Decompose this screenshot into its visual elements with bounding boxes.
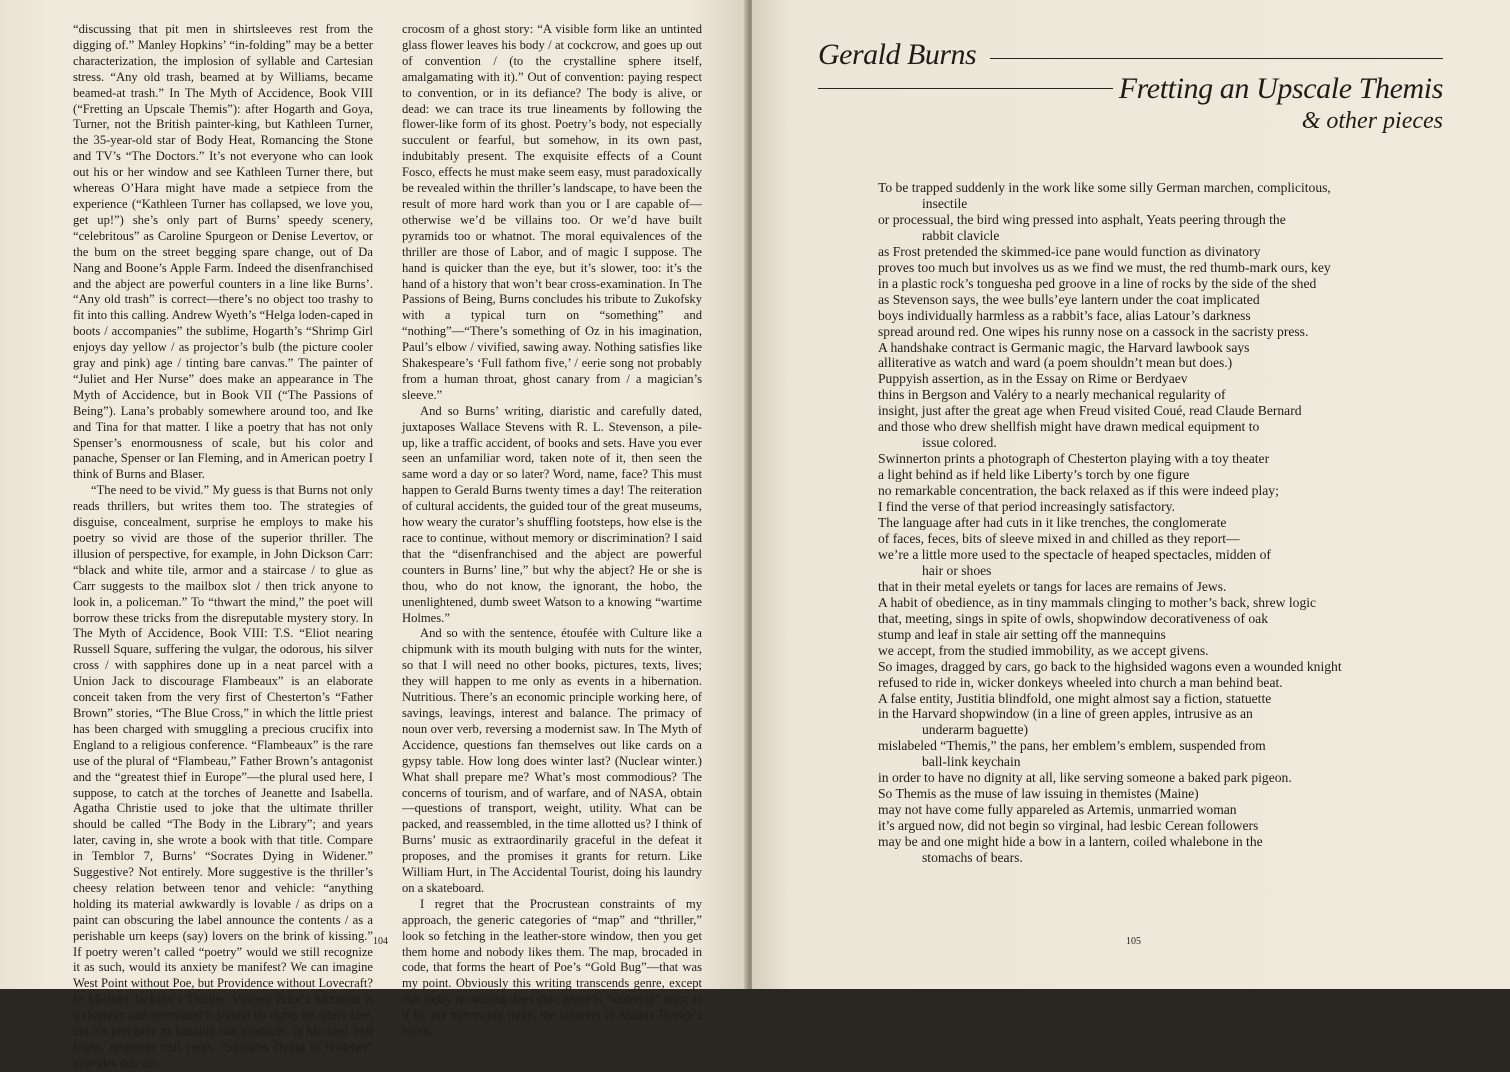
left-column-2 (402, 22, 702, 1040)
poem-line: in order to have no dignity at all, like serving someone a baked park pigeon. (878, 770, 1292, 786)
poem-line: insectile (922, 195, 968, 211)
poem-line: as Stevenson says, the wee bulls’eye lantern under the coat implicated (878, 291, 1260, 307)
right-page (752, 0, 1510, 989)
poem-line: spread around red. One wipes his runny nose on a cassock in the sacristy press. (878, 323, 1309, 339)
poem-line: A false entity, Justitia blindfold, one might almost say a fiction, statuette (878, 690, 1272, 706)
poem-line: hair or shoes (922, 562, 992, 578)
poem-line: To be trapped suddenly in the work like some silly German marchen, complicitous, (878, 180, 1331, 195)
paragraph: And so with the sentence, étoufée with Culture like a chipmunk with its mouth bulging with nuts for the winter, so that I will need no other books, pictures, texts, lives; they will happen to me only as events in a hibernation. Nutritious. There’s an economic principle working here, of savings, leavings, interest and balance. The primacy of noun over verb, reversing a modernist saw. In The Myth of Accidence, questions fan themselves out like cards on a gypsy table. How long does winter last? (Nuclear winter.) What shall prepare me? What’s most commodious? The concerns of tourism, and of warfare, and of NASA, obtain—questions of transport, weight, utility. What can be packed, and reassembled, in the time allotted us? I think of Burns’ music as extraordinarily graceful in the defeat it proposes, and the promises it grants for return. Like William Hurt, in The Accidental Tourist, doing his laundry on a skateboard. (402, 626, 702, 895)
poem-line: thins in Bergson and Valéry to a nearly mechanical regularity of (878, 387, 1226, 403)
poem-line: rabbit clavicle (922, 227, 1000, 243)
poem-line: So images, dragged by cars, go back to the highsided wagons even a wounded knight (878, 658, 1342, 674)
heading-rule (990, 58, 1443, 59)
poem-line: Puppyish assertion, as in the Essay on Rime or Berdyaev (878, 371, 1188, 387)
poem-line: mislabeled “Themis,” the pans, her emblem’s emblem, suspended from (878, 738, 1266, 754)
poem-line: or processual, the bird wing pressed into asphalt, Yeats peering through the (878, 211, 1286, 227)
poem-line: proves too much but involves us as we find we must, the red thumb-mark ours, key (878, 259, 1331, 275)
title-heading (818, 72, 1443, 112)
poem-line: may be and one might hide a bow in a lantern, coiled whalebone in the (878, 834, 1263, 850)
poem-line: Swinnerton prints a photograph of Chesterton playing with a toy theater (878, 451, 1270, 467)
paragraph: “The need to be vivid.” My guess is that Burns not only reads thrillers, but writes them too. The strategies of disguise, concealment, surprise he employs to make his poetry so vivid are those of the superior thriller. The illusion of perspective, for example, in John Dickson Carr: “black and white tile, armor and a staircase / to glue as Carr suggests to the mailbox slot / then trick anyone to look in, a policeman.” To “thwart the mind,” the poet will borrow these tricks from the disreputable mystery story. In The Myth of Accidence, Book VIII: T.S. “Eliot nearing Russell Square, suffering the vulgar, the odorous, his silver cross / with sapphires done up in a neat parcel with a Union Jack to discourage Flambeaux” is an elaborate conceit taken from the very first of Chesterton’s “Father Brown” stories, “The Blue Cross,” in which the little priest has been charged with smuggling a precious crucifix into England to a religious conference. “Flambeaux” is the rare use of the plural of “Flambeau,” Father Brown’s antagonist and the “greatest thief in Europe”—the plural used here, I suppose, to catch at the torches of Jeanette and Isabella. Agatha Christie used to joke that the ultimate thriller should be called “The Body in the Library”; and years later, caving in, she wrote a book with that title. Compare in Temblor 7, Burns’ “Socrates Dying in Widener.” Suggestive? Not entirely. More suggestive is the thriller’s cheesy relation between tenor and vehicle: “anything holding its material awkwardly is lovable / as drips on a paint can obscuring the label announce the contents / as a perishable urn keeps (say) lovers on the brink of kissing.” If poetry weren’t called “poetry” would we still recognize it as such, would its anxiety be manifest? We can imagine West Point without Poe, but Providence without Lovecraft? In Michael Jackson’s Thriller, Vincent Price’s narration is so hammy and overstated it should by rights be affect-free, but it’s precisely its banality that produces, in Michael, real fright, desperate real yelps. “Socrates Dying in Widener” provides this mi- (73, 483, 373, 1070)
poem-line: ball-link keychain (922, 754, 1021, 770)
poem-line: underarm baguette) (922, 722, 1029, 738)
poem-title: Fretting an Upscale Themis (1118, 72, 1443, 105)
paragraph: “discussing that pit men in shirtsleeves rest from the digging of.” Manley Hopkins’ “in-folding” may be a better characterization, the implosion of syllable and Cartesian stress. “Any old trash, beamed at by Williams, became beamed-at trash.” In The Myth of Accidence, Book VIII (“Fretting an Upscale Themis”): after Hogarth and Goya, Turner, not the British painter-king, but Kathleen Turner, the 35-year-old star of Body Heat, Romancing the Stone and TV’s “The Doctors.” It’s not everyone who can look out his or her window and see Kathleen Turner there, but whereas O’Hara might have made a setpiece from the experience (“Kathleen Turner has collapsed, we love you, get up!”) she’s only part of Burns’ speedy scenery, “celebritous” as Caroline Spurgeon or Denise Levertov, or the bum on the street begging spare change, out of Da Nang and Boone’s Apple Farm. Indeed the disenfranchised and the abject are powerful counters in a line like Burns’. “Any old trash” is correct—there’s no object too trashy to fit into this calling. Andrew Wyeth’s “Helga loden-caped in boots / accompanies” the sublime, Hogarth’s “Shrimp Girl enjoys day yellow / as projector’s bulb (the picture cooler gray and pink) age / tinting bare canvas.” The painter of “Juliet and Her Nurse” does make an appearance in The Myth of Accidence, but in Book VII (“The Passions of Being”). Lana’s probably somewhere around too, and Ike and Tina for that matter. I like a poetry that has not only Spenser’s enormousness of scale, but his color and panache, Spenser or Ian Fleming, and in American poetry I think of Burns and Blaser. (73, 22, 373, 482)
poem-line: I find the verse of that period increasingly satisfactory. (878, 499, 1175, 515)
heading-rule (818, 88, 1113, 89)
poem-line: it’s argued now, did not begin so virginal, had lesbic Cerean followers (878, 818, 1259, 834)
poem-body (878, 180, 1378, 866)
poem-line: stump and leaf in stale air setting off the mannequins (878, 626, 1166, 642)
poem-subtitle: & other pieces (1301, 108, 1443, 134)
poem-line: as Frost pretended the skimmed-ice pane would function as divinatory (878, 243, 1261, 259)
poem-line: So Themis as the muse of law issuing in themistes (Maine) (878, 786, 1199, 802)
poem-line: insight, just after the great age when Freud visited Coué, read Claude Bernard (878, 403, 1302, 419)
poem-line: boys individually harmless as a rabbit’s face, alias Latour’s darkness (878, 307, 1251, 323)
page-number-right: 105 (1126, 936, 1141, 947)
poem-line: A handshake contract is Germanic magic, the Harvard lawbook says (878, 339, 1250, 355)
poem-line: in a plastic rock’s tonguesha ped groove in a line of rocks by the side of the shed (878, 275, 1317, 291)
poem-line: that, meeting, sings in spite of owls, shopwindow decorativeness of oak (878, 610, 1269, 626)
poem-line: issue colored. (922, 435, 997, 451)
poem-line: of faces, feces, bits of sleeve mixed in and chilled as they report— (878, 530, 1240, 546)
poem-line: alliterative as watch and ward (a poem shouldn’t mean but does.) (878, 355, 1233, 371)
left-column-1 (73, 22, 373, 1072)
poem-line: no remarkable concentration, the back relaxed as if this were indeed play; (878, 483, 1279, 499)
poem-line: in the Harvard shopwindow (in a line of green apples, intrusive as an (878, 706, 1253, 722)
poem-line: we’re a little more used to the spectacle of heaped spectacles, midden of (878, 546, 1271, 562)
poem-line: stomachs of bears. (922, 850, 1023, 866)
poem-line: refused to ride in, wicker donkeys wheeled into church a man behind beat. (878, 674, 1283, 690)
paragraph: I regret that the Procrustean constraints of my approach, the generic categories of “map” and “thriller,” look so fetching in the leather-store window, then you get them home and nobody likes them. The map, brocaded in code, that forms the heart of Poe’s “Gold Bug”—that was my point. Obviously this writing transcends genre, except that today no writing does that: genre is “undercut” only, as if by the burrowing mole, the laborers in Madox Brown’s Work. (402, 896, 702, 1039)
paragraph: crocosm of a ghost story: “A visible form like an untinted glass flower leaves his body / at cockcrow, and goes up out of convention / (to the crystalline sphere itself, amalgamating with it).” Out of convention: paying respect to convention, or in its defiance? The body is alive, or dead: we can trace its true lineaments by following the flower-like form of its ghost. Poetry’s body, not especially succulent or fearful, but somehow, in its own past, indubitably present. The exquisite effects of a Count Fosco, effects he must make seem easy, must paradoxically be revealed within the thriller’s landscape, to have been the result of more hard work than you or I are capable of—otherwise we’d be villains too. Or we’d have built pyramids too or whatnot. The moral equivalences of the thriller are those of Labor, and of magic I suppose. The hand is quicker than the eye, but it’s slower, too: it’s the hand of a history that won’t bear cross-examination. In The Passions of Being, Burns concludes his tribute to Zukofsky with a typical turn on “something” and “nothing”—“There’s something of Oz in his imagination, Paul’s elbow / vivified, sawing away. Nothing satisfies like Shakespeare’s ‘Full fathom five,’ / eerie song not probably from a human throat, ghost canary from / a magician’s sleeve.” (402, 22, 702, 402)
left-page (0, 0, 748, 1070)
poem-line: we accept, from the studied immobility, as we accept givens. (878, 642, 1209, 658)
poem-line: a light behind as if held like Liberty’s torch by one figure (878, 467, 1190, 483)
paragraph: And so Burns’ writing, diaristic and carefully dated, juxtaposes Wallace Stevens with R. L. Stevenson, a pile-up, like a traffic accident, of books and sets. Have you ever seen an unfamiliar word, taken note of it, then seen the same word a day or so later? Word, name, face? This must happen to Gerald Burns twenty times a day! The reiteration of cultural accidents, the guided tour of the great museums, how weary the curator’s shuffling footsteps, how else is the race to continue, without memory or discrimination? I said that the “disenfranchised and the abject are powerful counters in Burns’ line,” but why the abject? He or she is thou, who do not know, the ignorant, the hobo, the unenlightened, dumb sweet Watson to a knowing “wartime Holmes.” (402, 403, 702, 625)
page-number-left: 104 (373, 936, 388, 947)
poem-line: and those who drew shellfish might have drawn medical equipment to (878, 419, 1260, 435)
poem-line: that in their metal eyelets or tangs for laces are remains of Jews. (878, 578, 1227, 594)
poem-line: may not have come fully appareled as Artemis, unmarried woman (878, 802, 1237, 818)
poem-line: A habit of obedience, as in tiny mammals clinging to mother’s back, shrew logic (878, 594, 1317, 610)
poem-line: The language after had cuts in it like trenches, the conglomerate (878, 515, 1227, 531)
author-name: Gerald Burns (818, 38, 977, 71)
